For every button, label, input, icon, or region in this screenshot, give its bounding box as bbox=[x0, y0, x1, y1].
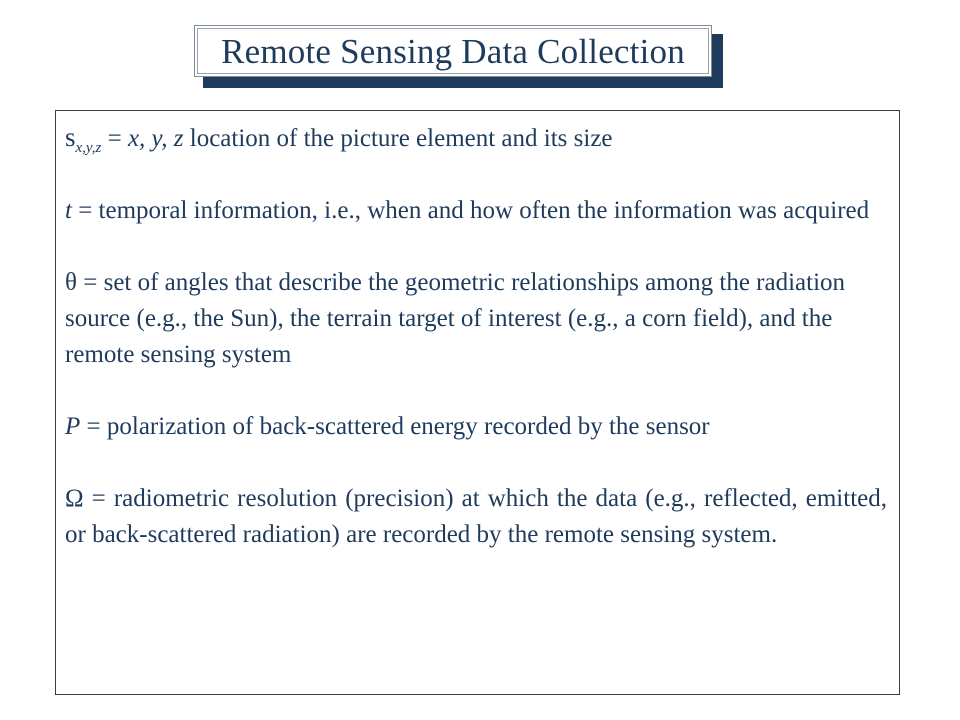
slide-title: Remote Sensing Data Collection bbox=[221, 32, 685, 71]
location-description: location of the picture element and its size bbox=[183, 125, 613, 152]
symbol-theta: θ bbox=[65, 269, 77, 296]
definition-location bbox=[65, 119, 887, 157]
polarization-description: = polarization of back-scattered energy recorded by the sensor bbox=[80, 413, 710, 440]
definition-radiometric bbox=[65, 481, 887, 553]
definition-temporal bbox=[65, 193, 887, 229]
definition-polarization bbox=[65, 409, 887, 445]
symbol-t: t bbox=[65, 197, 72, 224]
symbol-omega: Ω bbox=[65, 485, 84, 512]
definitions-list bbox=[65, 119, 887, 553]
temporal-description: = temporal information, i.e., when and how often the information was acquired bbox=[71, 197, 870, 224]
radiometric-description: = radiometric resolution (precision) at which the data (e.g., reflected, emitted, or back-scattered radiation) are recorded by the remote sensing system. bbox=[65, 485, 887, 548]
symbol-s: s bbox=[65, 122, 76, 152]
title-box bbox=[194, 25, 712, 77]
subscript-xyz: x,y,z bbox=[75, 140, 102, 156]
definition-angles bbox=[65, 265, 887, 373]
symbol-p: P bbox=[65, 413, 81, 440]
xyz-italic: x, y, z bbox=[127, 125, 184, 152]
angles-description: = set of angles that describe the geometric relationships among the radiation source (e.g., the Sun), the terrain target of interest (e.g., a corn field), and the remote sensing system bbox=[65, 269, 846, 368]
equals-sign: = bbox=[101, 125, 128, 152]
